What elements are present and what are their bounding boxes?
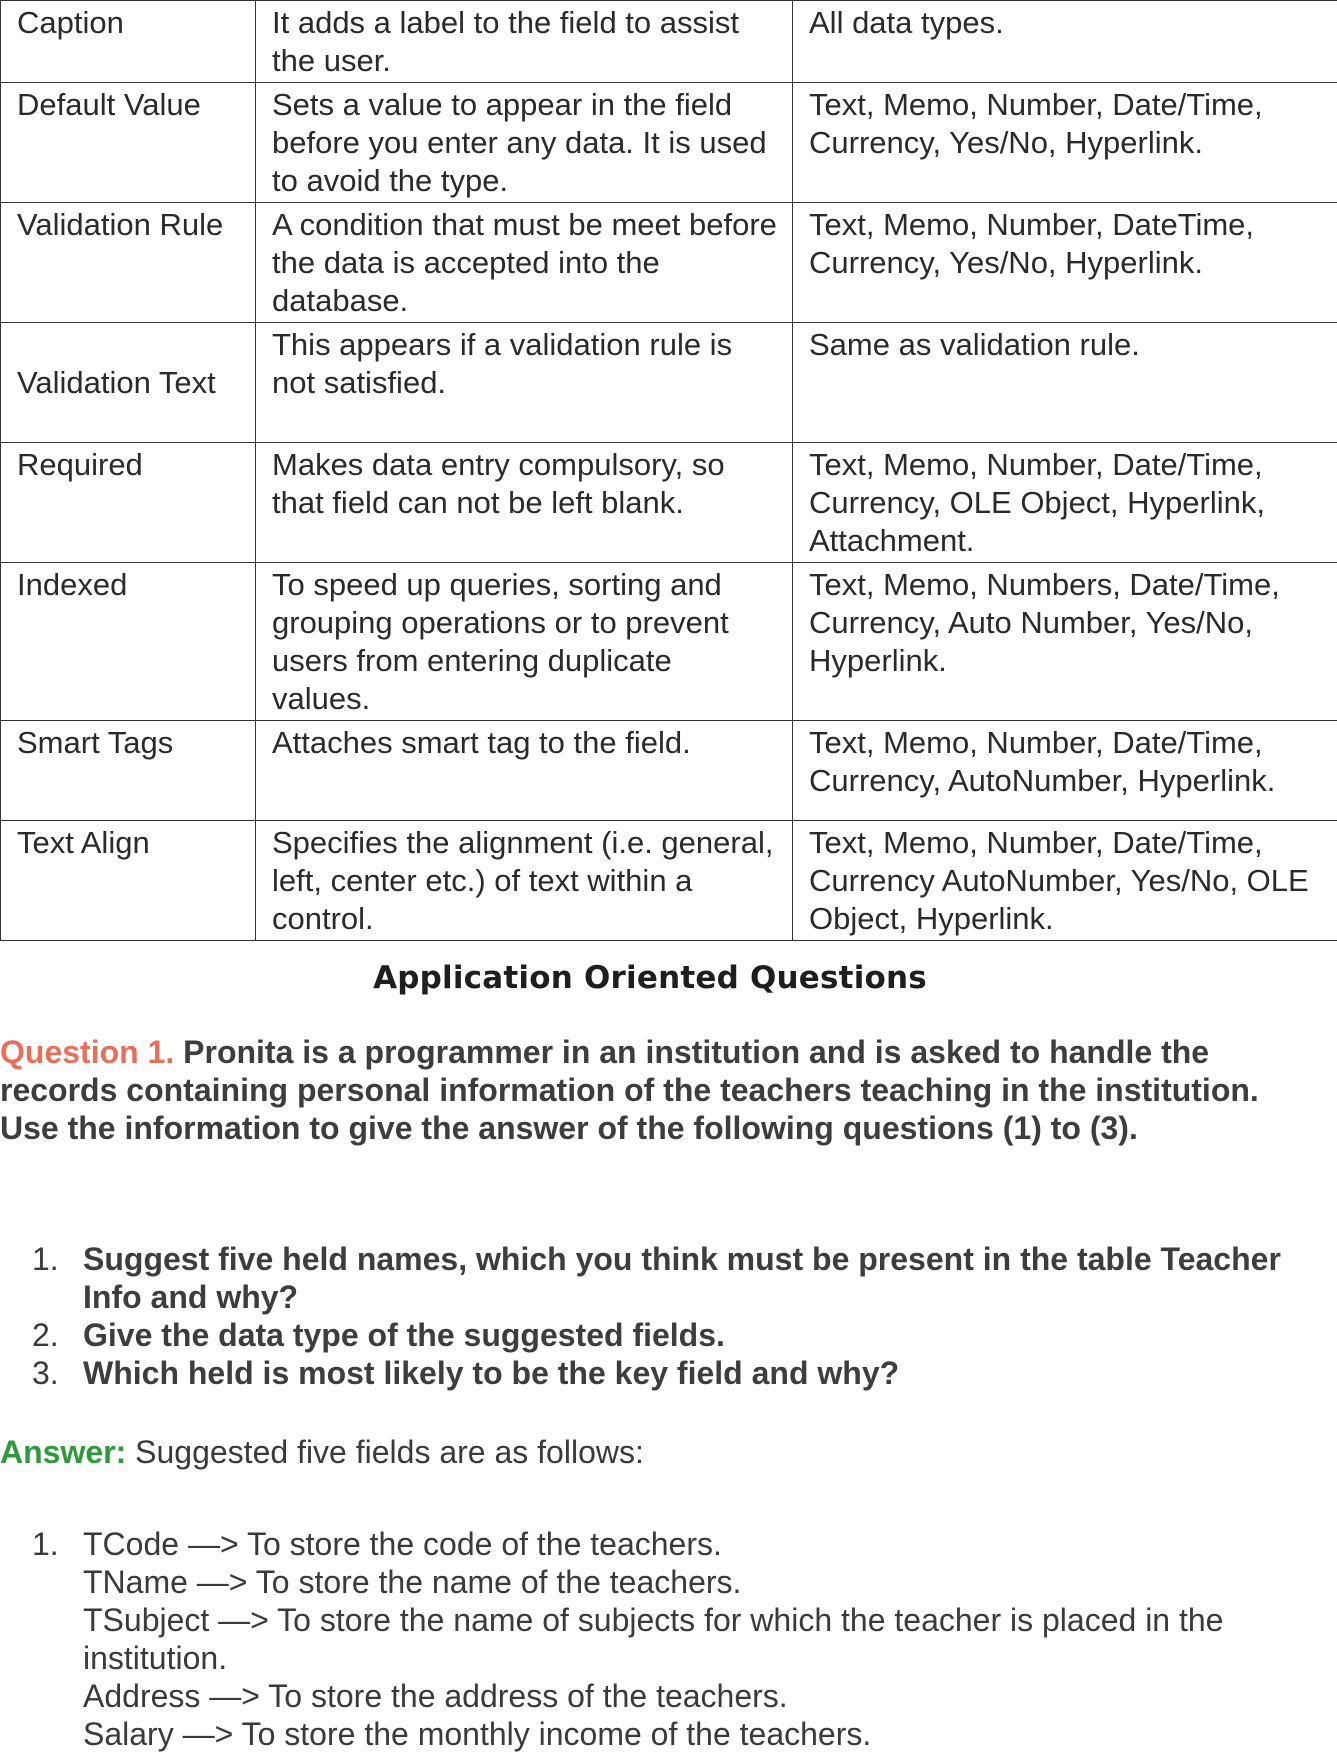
table-row (1, 203, 1337, 323)
property-description: Makes data entry compulsory, so that field can not be left blank. (256, 443, 793, 563)
question-label: Question 1. (0, 1034, 175, 1070)
answer-line: TCode —> To store the code of the teachers. (83, 1526, 722, 1562)
property-name: Validation Text (1, 323, 256, 443)
property-data-types: Text, Memo, Numbers, Date/Time, Currency, Auto Number, Yes/No, Hyperlink. (793, 563, 1337, 721)
property-description: This appears if a validation rule is not satisfied. (256, 323, 793, 443)
list-item (0, 1316, 1320, 1354)
property-name: Caption (1, 1, 256, 83)
property-description: A condition that must be meet before the data is accepted into the database. (256, 203, 793, 323)
answer-list (0, 1525, 1320, 1753)
property-data-types: Text, Memo, Number, DateTime, Currency, Yes/No, Hyperlink. (793, 203, 1337, 323)
list-item (0, 1525, 1320, 1753)
list-number: 3. (32, 1355, 59, 1391)
question-paragraph (0, 1033, 1320, 1147)
answer-line: Address —> To store the address of the teachers. (83, 1678, 788, 1714)
property-data-types: Text, Memo, Number, Date/Time, Currency, Yes/No, Hyperlink. (793, 83, 1337, 203)
list-number: 2. (32, 1317, 59, 1353)
answer-label: Answer: (0, 1434, 127, 1470)
section-heading: Application Oriented Questions (373, 960, 927, 996)
property-description: Attaches smart tag to the field. (256, 721, 793, 821)
property-name: Validation Rule (1, 203, 256, 323)
property-description: To speed up queries, sorting and grouping operations or to prevent users from entering duplicate values. (256, 563, 793, 721)
question-text: Pronita is a programmer in an institution and is asked to handle the records containing personal information of the teachers teaching in the institution. (0, 1034, 1259, 1108)
answer-line: Salary —> To store the monthly income of the teachers. (83, 1716, 872, 1752)
answer-paragraph (0, 1433, 1320, 1471)
property-data-types: Text, Memo, Number, Date/Time, Currency AutoNumber, Yes/No, OLE Object, Hyperlink. (793, 821, 1337, 941)
property-name: Default Value (1, 83, 256, 203)
table-row (1, 83, 1337, 203)
property-name: Indexed (1, 563, 256, 721)
table-row (1, 563, 1337, 721)
list-number: 1. (32, 1526, 59, 1562)
list-item-text: Give the data type of the suggested fields. (83, 1317, 725, 1353)
answer-line: TSubject —> To store the name of subjects for which the teacher is placed in the institution. (83, 1602, 1224, 1676)
table-row (1, 821, 1337, 941)
table-row (1, 1, 1337, 83)
list-item-text: Which held is most likely to be the key field and why? (83, 1355, 900, 1391)
list-number: 1. (32, 1241, 59, 1277)
list-item-text: Suggest five held names, which you think must be present in the table Teacher Info and why? (83, 1241, 1281, 1315)
property-data-types: Text, Memo, Number, Date/Time, Currency, AutoNumber, Hyperlink. (793, 721, 1337, 821)
question-instruction: Use the information to give the answer of the following questions (1) to (3). (0, 1110, 1138, 1146)
table-row (1, 721, 1337, 821)
list-item (0, 1240, 1320, 1316)
question-list (0, 1240, 1320, 1392)
property-name: Smart Tags (1, 721, 256, 821)
table-row (1, 443, 1337, 563)
property-description: It adds a label to the field to assist the user. (256, 1, 793, 83)
property-data-types: Same as validation rule. (793, 323, 1337, 443)
answer-text: Suggested five fields are as follows: (135, 1434, 644, 1470)
property-description: Specifies the alignment (i.e. general, left, center etc.) of text within a control. (256, 821, 793, 941)
answer-line: TName —> To store the name of the teachers. (83, 1564, 742, 1600)
property-data-types: Text, Memo, Number, Date/Time, Currency, OLE Object, Hyperlink, Attachment. (793, 443, 1337, 563)
list-item (0, 1354, 1320, 1392)
property-data-types: All data types. (793, 1, 1337, 83)
property-name: Text Align (1, 821, 256, 941)
property-description: Sets a value to appear in the field before you enter any data. It is used to avoid the type. (256, 83, 793, 203)
table-row (1, 323, 1337, 443)
property-name: Required (1, 443, 256, 563)
